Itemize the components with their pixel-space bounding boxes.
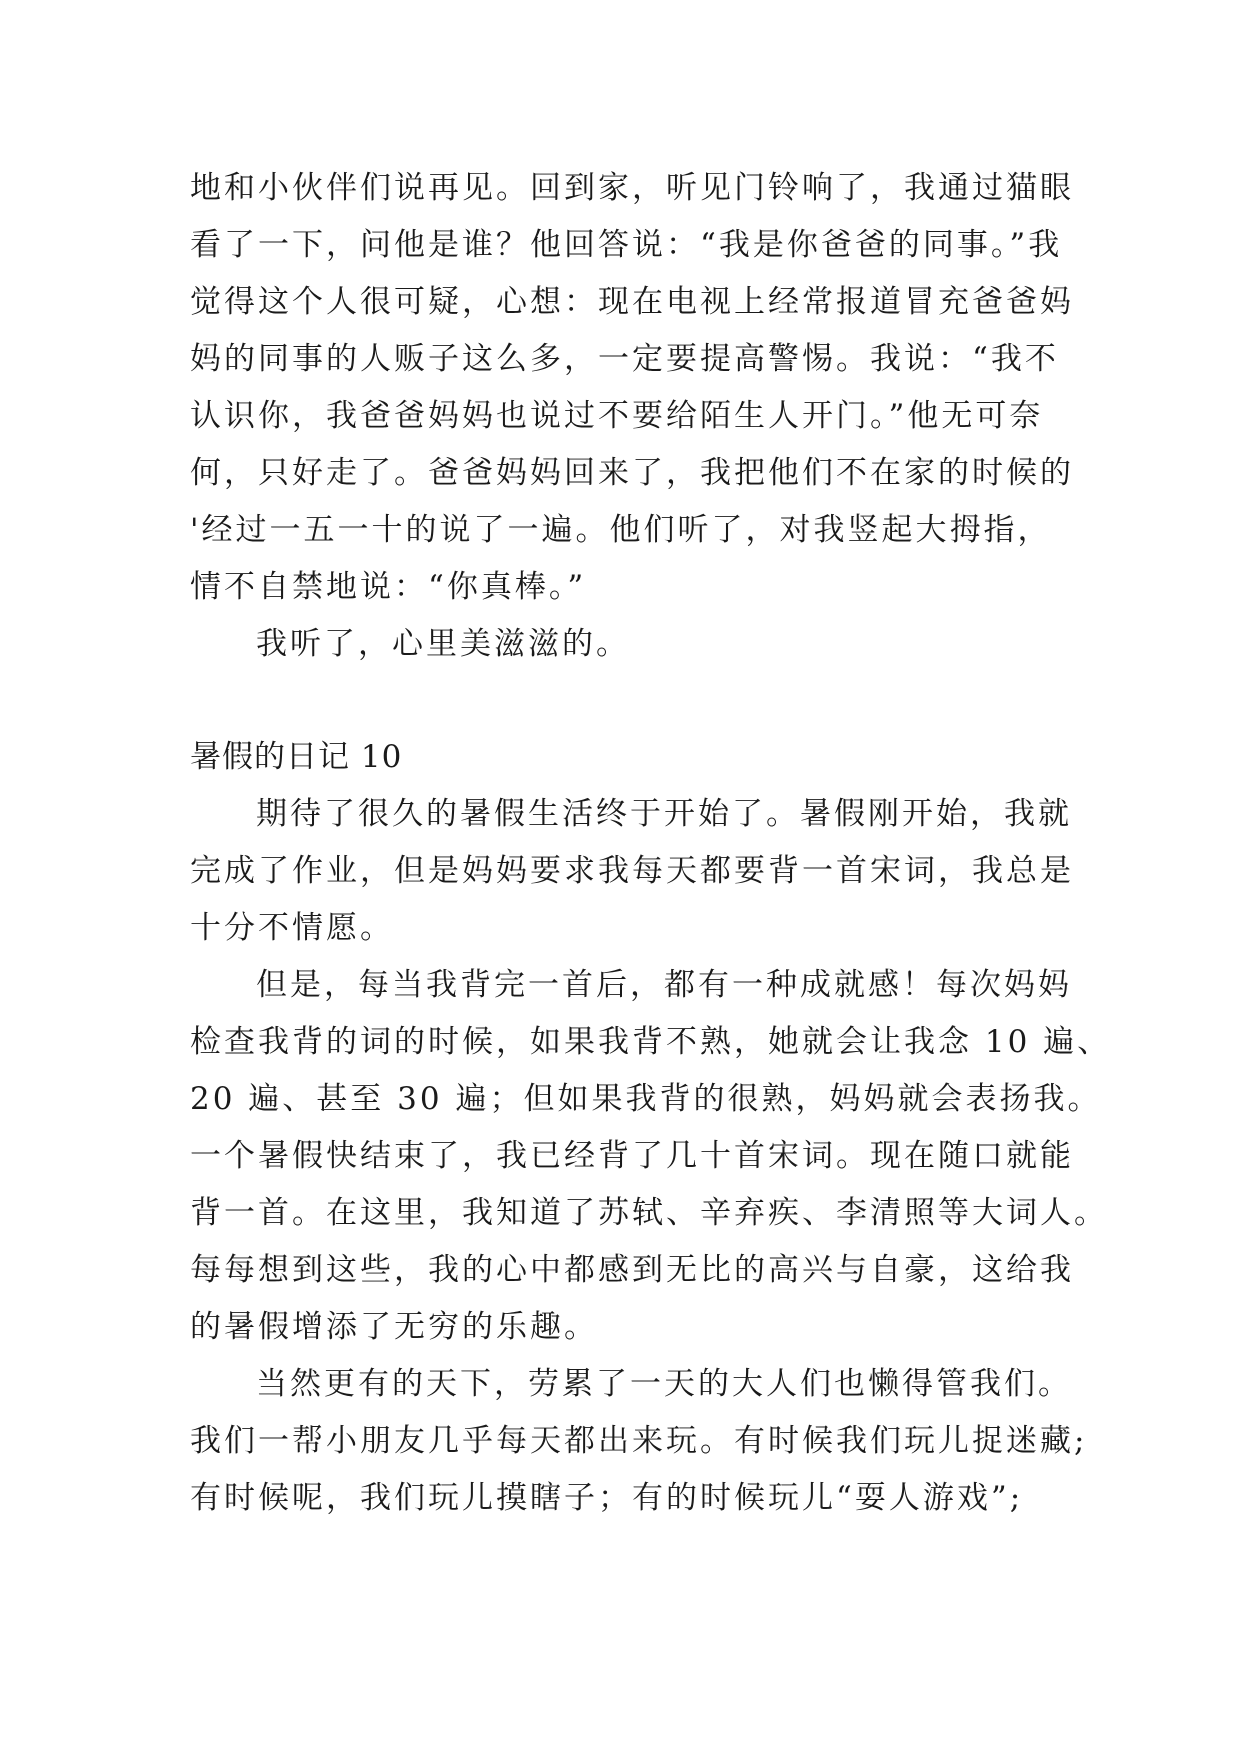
paragraph-line: 背一首。在这里，我知道了苏轼、辛弃疾、李清照等大词人。	[190, 1195, 1108, 1231]
paragraph-line: 妈的同事的人贩子这么多，一定要提高警惕。我说：“我不	[190, 341, 1059, 377]
paragraph-line: 地和小伙伴们说再见。回到家，听见门铃响了，我通过猫眼	[190, 170, 1074, 206]
paragraph-line: 完成了作业，但是妈妈要求我每天都要背一首宋词，我总是	[190, 853, 1074, 889]
paragraph-line: 何，只好走了。爸爸妈妈回来了，我把他们不在家的时候的	[190, 455, 1074, 491]
paragraph-line: 觉得这个人很可疑，心想：现在电视上经常报道冒充爸爸妈	[190, 284, 1074, 320]
paragraph-line: 的暑假增添了无穷的乐趣。	[190, 1309, 598, 1345]
section-title: 暑假的日记 10	[190, 739, 403, 775]
paragraph-line: 十分不情愿。	[190, 910, 394, 946]
paragraph-line: 看了一下，问他是谁？他回答说：“我是你爸爸的同事。”我	[190, 227, 1063, 263]
paragraph-line: 期待了很久的暑假生活终于开始了。暑假刚开始，我就	[256, 796, 1072, 832]
paragraph-line: 当然更有的天下，劳累了一天的大人们也懒得管我们。	[256, 1366, 1072, 1402]
paragraph-line: 但是，每当我背完一首后，都有一种成就感！每次妈妈	[256, 967, 1072, 1003]
paragraph-line: 20 遍、甚至 30 遍；但如果我背的很熟，妈妈就会表扬我。	[190, 1081, 1102, 1117]
paragraph-line: 我们一帮小朋友几乎每天都出来玩。有时候我们玩儿捉迷藏;	[190, 1423, 1088, 1459]
paragraph-line: 有时候呢，我们玩儿摸瞎子；有的时候玩儿“耍人游戏”;	[190, 1480, 1024, 1516]
paragraph-line: 情不自禁地说：“你真棒。”	[190, 569, 587, 605]
paragraph-line: 每每想到这些，我的心中都感到无比的高兴与自豪，这给我	[190, 1252, 1074, 1288]
paragraph-line: 一个暑假快结束了，我已经背了几十首宋词。现在随口就能	[190, 1138, 1074, 1174]
paragraph-line: 检查我背的词的时候，如果我背不熟，她就会让我念 10 遍、	[190, 1024, 1112, 1060]
paragraph-line: '经过一五一十的说了一遍。他们听了，对我竖起大拇指，	[190, 512, 1052, 548]
paragraph-line: 我听了，心里美滋滋的。	[256, 626, 630, 662]
paragraph-line: 认识你，我爸爸妈妈也说过不要给陌生人开门。”他无可奈	[190, 398, 1044, 434]
